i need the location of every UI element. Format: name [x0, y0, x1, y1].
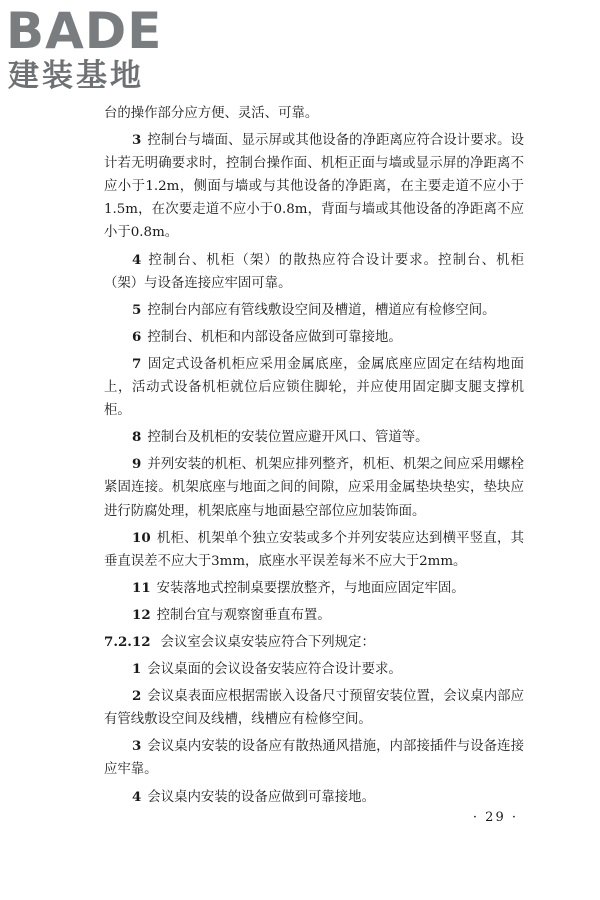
clause-6	[104, 326, 524, 349]
clause-text: 并列安装的机柜、机架应排列整齐，机柜、机架之间应采用螺栓紧固连接。机架底座与地面之间的间隙，应采用金属垫块垫实，垫块应进行防腐处理，机架底座与地面悬空部位应加装饰面。	[104, 457, 524, 519]
section-7-2-12	[104, 631, 524, 654]
clause-text: 控制台与墙面、显示屏或其他设备的净距离应符合设计要求。设计若无明确要求时，控制台操作面、机柜正面与墙或显示屏的净距离不应小于1.2m，侧面与墙或与其他设备的净距离，在主要走道不应小于1.5m，在次要走道不应小于0.8m，背面与墙或其他设备的净距离不应小于0.8m。	[104, 133, 524, 241]
clause-5	[104, 299, 524, 322]
clause-7	[104, 353, 524, 422]
sub-item-number: 3	[132, 738, 142, 755]
clause-text: 控制台内部应有管线敷设空间及槽道，槽道应有检修空间。	[147, 302, 496, 318]
clause-number: 9	[132, 456, 142, 473]
clause-text: 控制台、机柜（架）的散热应符合设计要求。控制台、机柜（架）与设备连接应牢固可靠。	[104, 252, 524, 291]
clause-text: 控制台宜与观察窗垂直布置。	[156, 607, 331, 623]
sub-item-text: 会议桌内安装的设备应有散热通风措施，内部接插件与设备连接应牢靠。	[104, 739, 524, 778]
clause-text: 安装落地式控制桌要摆放整齐，与地面应固定牢固。	[156, 580, 465, 596]
clause-text: 固定式设备机柜应采用金属底座，金属底座应固定在结构地面上，活动式设备机柜就位后应锁住脚轮，并应使用固定脚支腿支撑机柜。	[104, 356, 524, 419]
paragraph-text: 台的操作部分应方便、灵活、可靠。	[104, 106, 319, 121]
clause-number: 11	[132, 579, 151, 596]
sub-item-text: 会议桌内安装的设备应做到可靠接地。	[147, 789, 375, 805]
logo-main-text: BADE	[6, 2, 163, 60]
sub-item-4	[104, 786, 524, 809]
sub-item-number: 1	[132, 661, 142, 678]
logo	[6, 4, 176, 96]
clause-text: 控制台、机柜和内部设备应做到可靠接地。	[147, 329, 402, 345]
document-body	[104, 102, 524, 809]
section-number: 7.2.12	[104, 633, 151, 650]
clause-number: 4	[132, 251, 142, 268]
clause-number: 8	[132, 429, 142, 446]
clause-number: 5	[132, 301, 142, 318]
clause-10	[104, 527, 524, 573]
sub-item-number: 4	[132, 788, 142, 805]
clause-text: 机柜、机架单个独立安装或多个并列安装应达到横平竖直，其垂直误差不应大于3mm，底座水平误差每米不应大于2mm。	[104, 530, 524, 569]
section-text: 会议室会议桌安装应符合下列规定：	[160, 634, 375, 650]
sub-item-2	[104, 685, 524, 731]
clause-12	[104, 604, 524, 627]
clause-9	[104, 453, 524, 522]
sub-item-3	[104, 735, 524, 781]
sub-item-number: 2	[132, 688, 142, 705]
clause-number: 12	[132, 606, 151, 623]
clause-text: 控制台及机柜的安装位置应避开风口、管道等。	[147, 430, 429, 446]
logo-sub-text: 建装基地	[8, 58, 144, 94]
clause-3	[104, 129, 524, 244]
sub-item-1	[104, 658, 524, 681]
clause-number: 10	[132, 529, 151, 546]
clause-11	[104, 577, 524, 600]
sub-item-text: 会议桌面的会议设备安装应符合设计要求。	[147, 662, 402, 678]
paragraph-continuation	[104, 102, 524, 125]
sub-item-text: 会议桌表面应根据需嵌入设备尺寸预留安装位置，会议桌内部应有管线敷设空间及线槽，线槽应有检修空间。	[104, 689, 524, 728]
clause-number: 7	[132, 355, 142, 372]
clause-4	[104, 249, 524, 295]
page-number: · 29 ·	[472, 810, 518, 825]
clause-number: 6	[132, 328, 142, 345]
clause-8	[104, 426, 524, 449]
clause-number: 3	[132, 132, 142, 149]
